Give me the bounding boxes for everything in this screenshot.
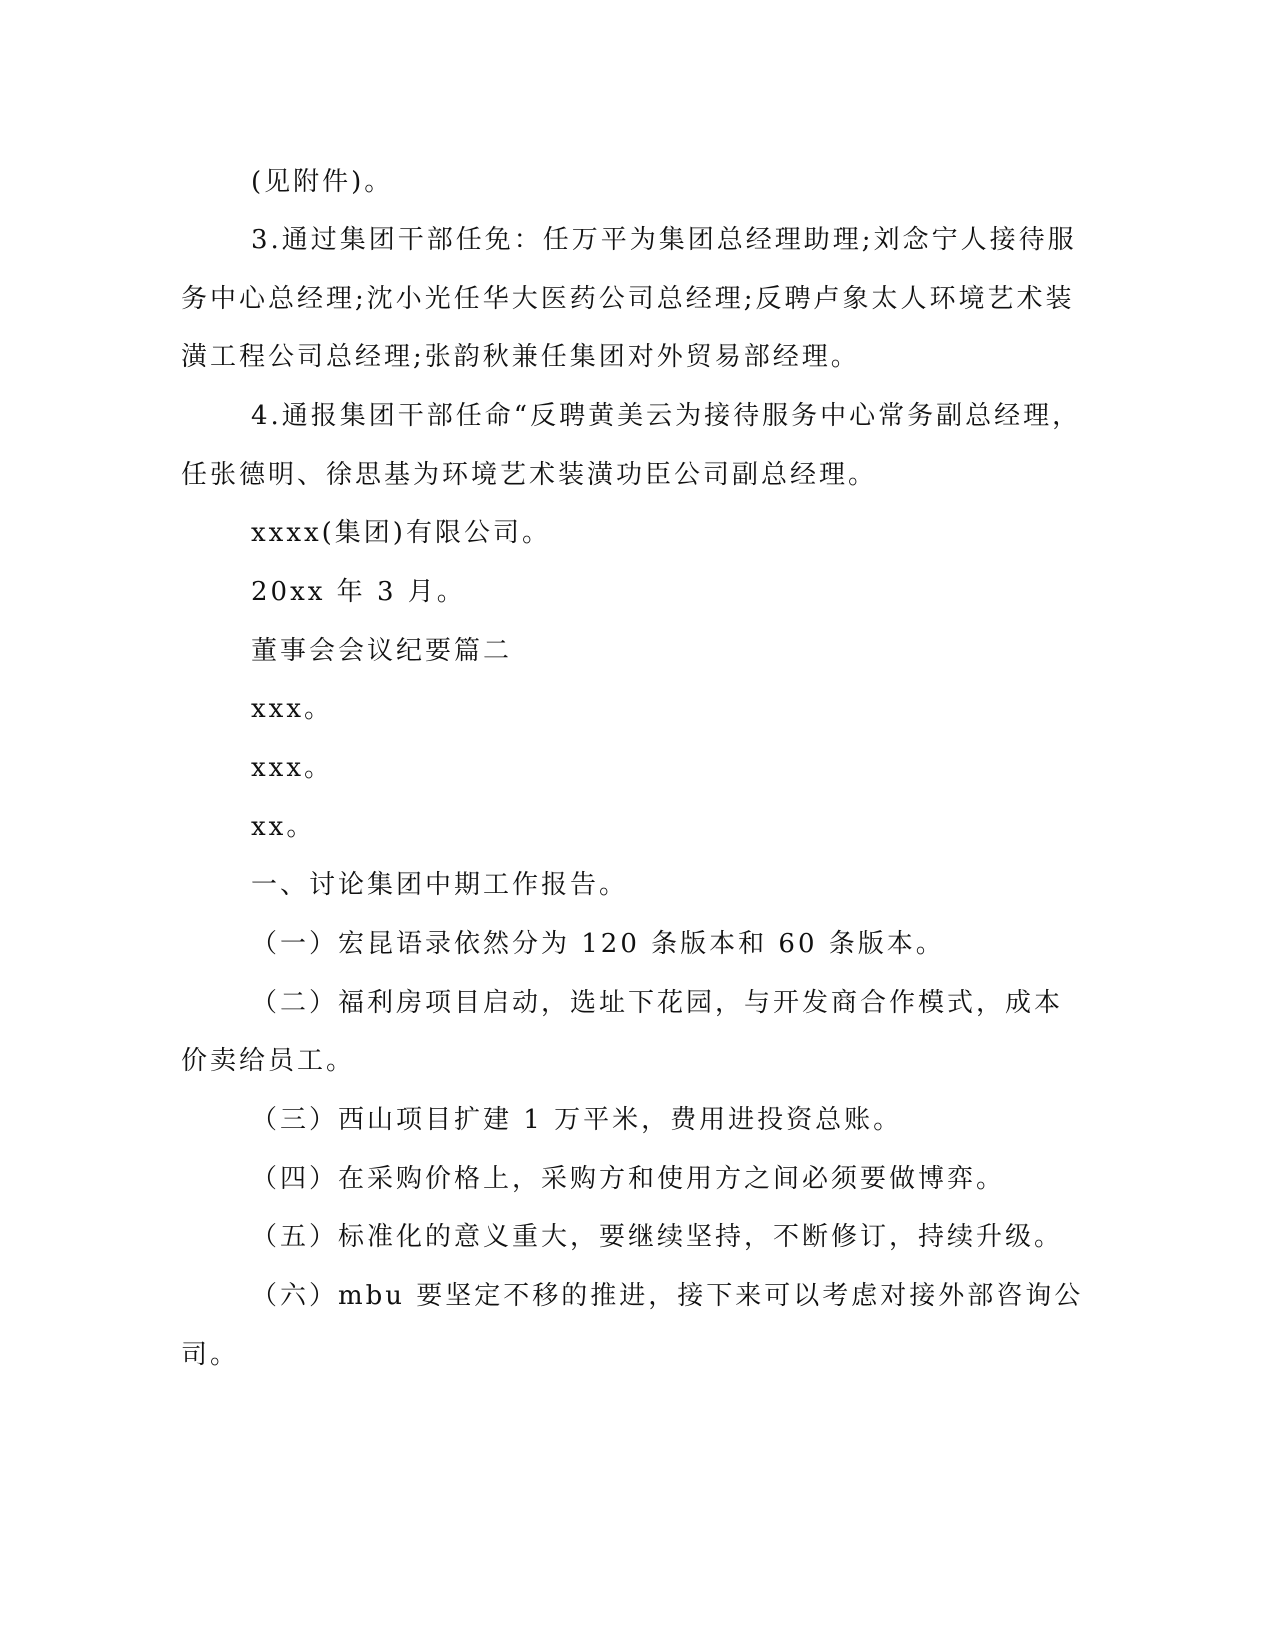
section-heading: 董事会会议纪要篇二 — [251, 636, 513, 666]
attachment-note: (见附件)。 — [251, 167, 394, 197]
sub-item-2-line-2: 价卖给员工。 — [181, 1046, 356, 1076]
sub-item-1: （一）宏昆语录依然分为 120 条版本和 60 条版本。 — [251, 929, 945, 959]
sub-item-6-line-1: （六）mbu 要坚定不移的推进，接下来可以考虑对接外部咨询公 — [251, 1281, 1084, 1311]
sub-item-5: （五）标准化的意义重大，要继续坚持，不断修订，持续升级。 — [251, 1222, 1064, 1252]
company-signature: xxxx(集团)有限公司。 — [251, 518, 551, 548]
placeholder-line-1: xxx。 — [251, 694, 333, 724]
placeholder-line-3: xx。 — [251, 812, 316, 842]
placeholder-line-2: xxx。 — [251, 753, 333, 783]
item-3-line-1: 3.通过集团干部任免：任万平为集团总经理助理;刘念宁人接待服 — [251, 225, 1077, 255]
sub-item-3: （三）西山项目扩建 1 万平米，费用进投资总账。 — [251, 1105, 903, 1135]
item-4-line-1: 4.通报集团干部任命“反聘黄美云为接待服务中心常务副总经理， — [251, 401, 1082, 431]
item-3-line-2: 务中心总经理;沈小光任华大医药公司总经理;反聘卢象太人环境艺术装 — [181, 284, 1075, 314]
item-4-line-2: 任张德明、徐思基为环境艺术装潢功臣公司副总经理。 — [181, 460, 878, 490]
sub-item-4: （四）在采购价格上，采购方和使用方之间必须要做博弈。 — [251, 1164, 1006, 1194]
sub-item-6-line-2: 司。 — [181, 1340, 240, 1370]
item-3-line-3: 潢工程公司总经理;张韵秋兼任集团对外贸易部经理。 — [181, 342, 860, 372]
signature-date: 20xx 年 3 月。 — [251, 577, 466, 607]
agenda-item-1-heading: 一、讨论集团中期工作报告。 — [251, 870, 629, 900]
sub-item-2-line-1: （二）福利房项目启动，选址下花园，与开发商合作模式，成本 — [251, 988, 1064, 1018]
